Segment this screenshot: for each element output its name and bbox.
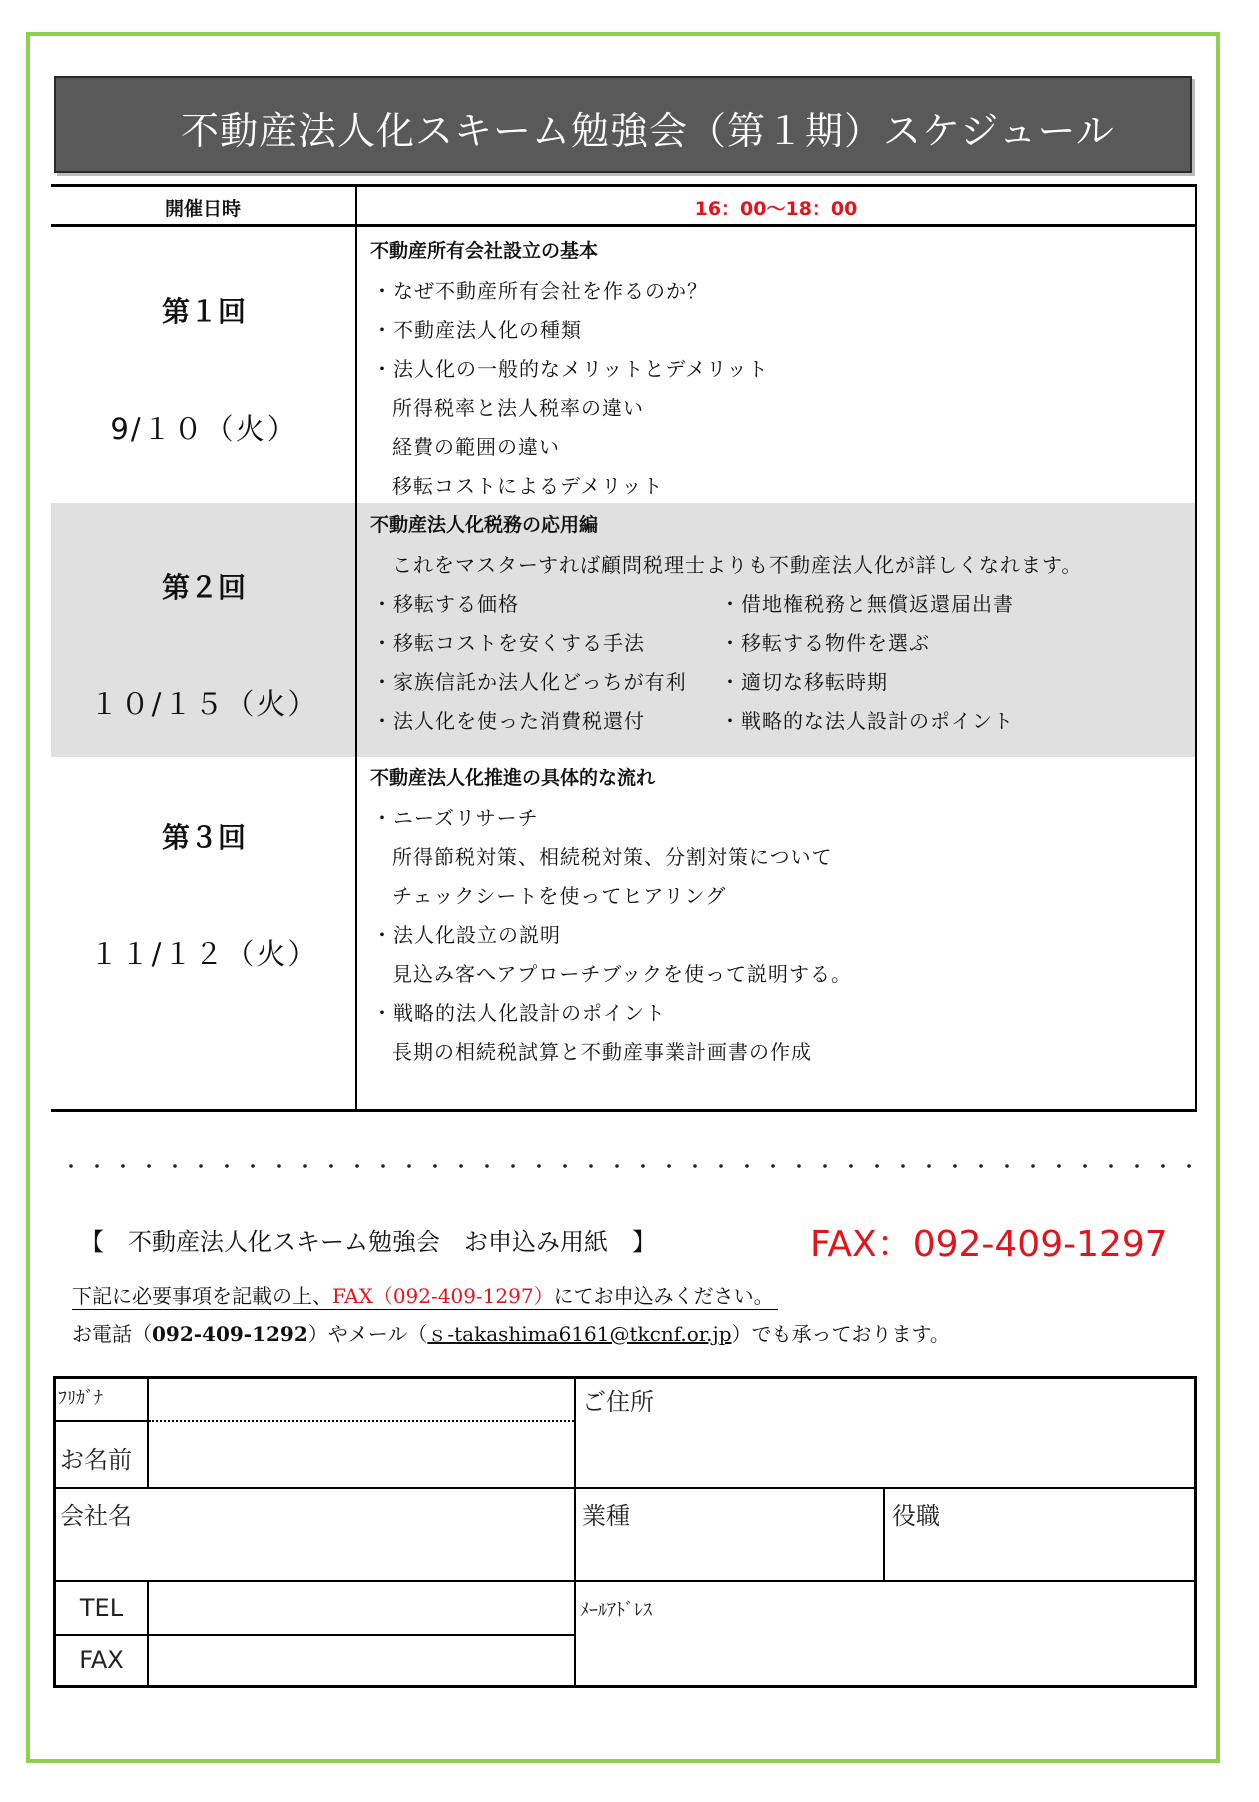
session-2-item: ・移転する物件を選ぶ [720,631,930,655]
session-1-date: 9/１０（火） [110,412,298,446]
company-label: 会社名 [60,1502,132,1530]
session-1-item: ・法人化の一般的なメリットとデメリット [372,357,769,381]
cut-line [58,1162,1193,1170]
contact-suffix: ）でも承っております。 [731,1322,950,1346]
time-header: 16：00～18：00 [694,198,858,220]
contact-email-link[interactable]: ｓ-takashima6161@tkcnf.or.jp [427,1322,732,1346]
session-2-item: ・移転コストを安くする手法 [372,631,645,655]
industry-label: 業種 [582,1502,630,1530]
session-2-item: ・借地権税務と無償返還届出書 [720,592,1014,616]
session-3-item: ・戦略的法人化設計のポイント [372,1001,666,1025]
fax-label: FAX [79,1646,124,1674]
session-1-item: 所得税率と法人税率の違い [392,396,644,420]
session-1-item: ・不動産法人化の種類 [372,318,582,342]
session-3-item: 見込み客へアプローチブックを使って説明する。 [392,962,852,986]
session-3-item: 所得節税対策、相続税対策、分割対策について [392,845,833,869]
session-1-item: 移転コストによるデメリット [392,474,664,498]
company-field[interactable] [58,1530,572,1578]
contact-line [72,1318,950,1347]
date-header: 開催日時 [164,198,241,220]
contact-prefix: お電話（ [72,1322,152,1346]
tel-field[interactable] [150,1584,572,1632]
furigana-field[interactable] [150,1380,572,1418]
contact-mid: ）やメール（ [307,1322,428,1346]
session-3-item: チェックシートを使ってヒアリング [392,884,727,908]
session-1-heading: 不動産所有会社設立の基本 [370,240,599,262]
session-2-item: ・家族信託か法人化どっちが有利 [372,670,687,694]
session-1-item: 経費の範囲の違い [392,435,560,459]
session-2-date: １０/１５（火） [89,687,319,721]
title-banner [54,76,1192,173]
instruction-suffix: にてお申込みください。 [553,1284,774,1308]
address-field[interactable] [578,1416,1192,1486]
tel-label: TEL [79,1594,124,1622]
name-field[interactable] [150,1424,572,1486]
position-field[interactable] [888,1530,1192,1578]
page-title: 不動産法人化スキーム勉強会（第１期）スケジュール [181,109,1115,153]
session-3-heading: 不動産法人化推進の具体的な流れ [370,767,656,789]
email-field[interactable] [578,1620,1192,1684]
session-2-item: ・移転する価格 [372,592,519,616]
instruction-fax: FAX（092-409-1297） [332,1284,554,1308]
session-2-item: ・戦略的な法人設計のポイント [720,709,1014,733]
industry-field[interactable] [578,1530,880,1578]
name-label: お名前 [60,1446,132,1474]
fax-number-large: FAX：092-409-1297 [810,1224,1168,1265]
session-2-label: 第２回 [161,571,246,604]
session-3-label: 第３回 [161,821,246,854]
session-2-item: ・法人化を使った消費税還付 [372,709,645,733]
session-1-label: 第１回 [161,295,246,328]
session-3-item: ・ニーズリサーチ [372,806,539,830]
instruction-line [72,1280,778,1310]
session-3-item: 長期の相続税試算と不動産事業計画書の作成 [392,1040,812,1064]
fax-field[interactable] [150,1638,572,1684]
application-title: 【 不動産法人化スキーム勉強会 お申込み用紙 】 [80,1228,656,1256]
contact-phone[interactable]: 092-409-1292 [152,1322,308,1346]
session-3-date: １１/１２（火） [89,937,319,971]
furigana-label: ﾌﾘｶﾞﾅ [58,1388,103,1409]
session-1-item: ・なぜ不動産所有会社を作るのか？ [372,279,708,303]
session-2-heading: 不動産法人化税務の応用編 [370,514,599,536]
address-label: ご住所 [582,1388,654,1416]
position-label: 役職 [892,1502,940,1530]
session-3-item: ・法人化設立の説明 [372,923,561,947]
instruction-prefix: 下記に必要事項を記載の上、 [72,1284,332,1308]
email-label: ﾒｰﾙｱﾄﾞﾚｽ [580,1600,652,1621]
session-2-item: ・適切な移転時期 [720,670,888,694]
session-2-intro: これをマスターすれば顧問税理士よりも不動産法人化が詳しくなれます。 [392,553,1083,577]
